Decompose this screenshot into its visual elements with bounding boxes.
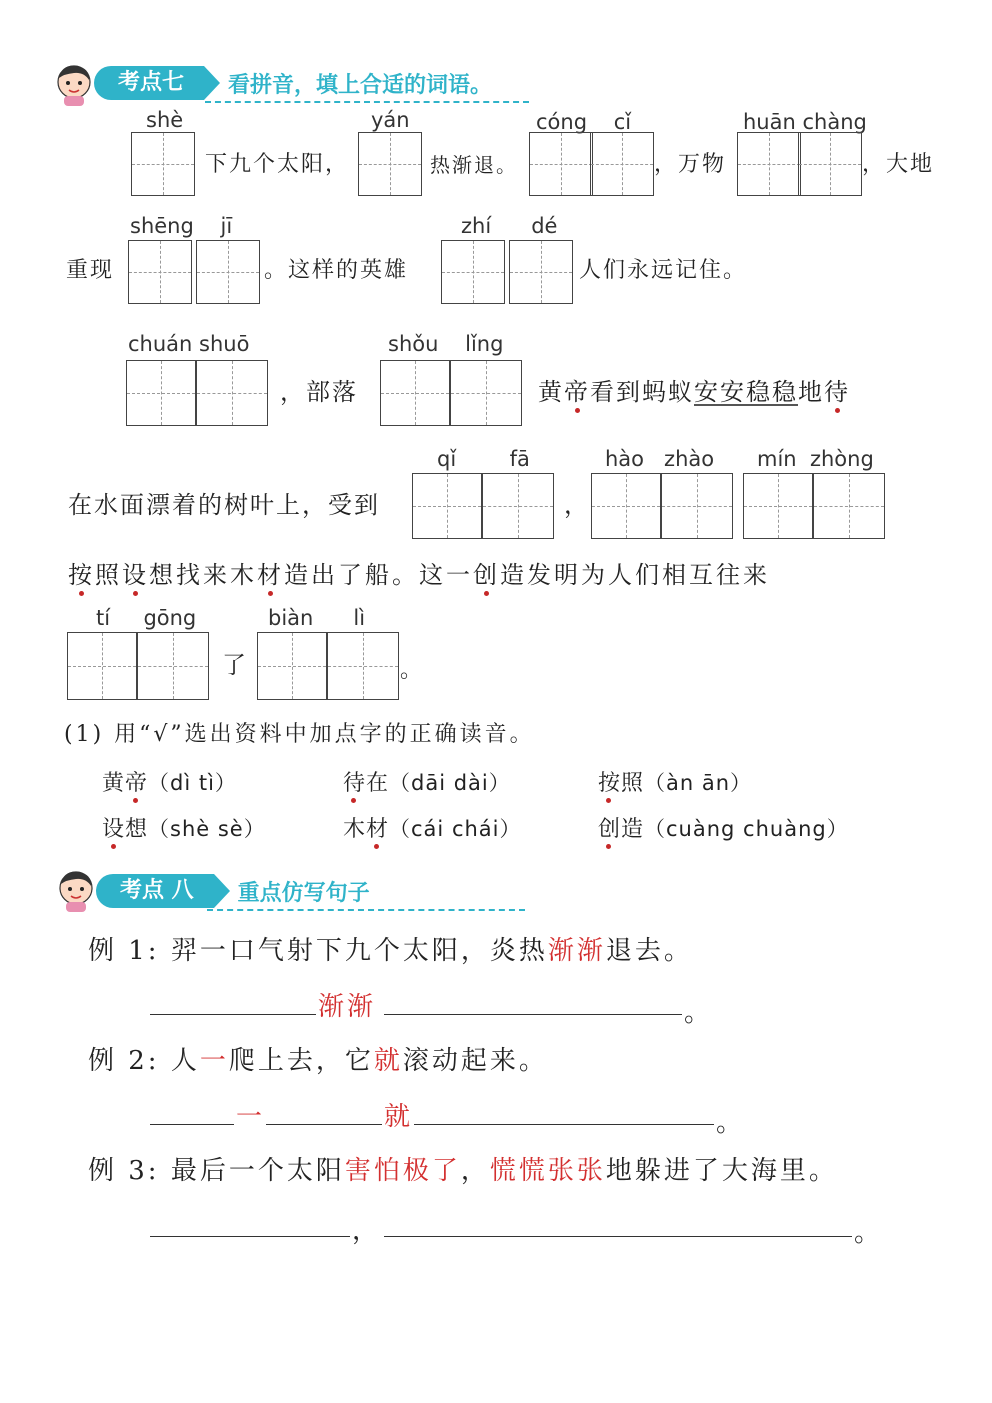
highlight-phrase: 慌慌张张 [489,1156,606,1186]
dot-marker [606,844,611,849]
section7-tag: 考点七 [94,66,204,100]
answer-box[interactable] [358,132,422,196]
answer-box[interactable] [137,632,209,700]
highlight-phrase: 害怕极了 [344,1156,461,1186]
pinyin-haozhao: hào zhào [605,447,715,471]
option-pinyin[interactable]: （cái chái） [389,817,522,841]
answer-box[interactable] [327,632,399,700]
fill-hint: 一 [236,1102,266,1132]
answer-box[interactable] [482,473,554,539]
answer-box[interactable] [743,473,813,539]
text-line5a8: 造发明为人们相互往来 [500,561,770,589]
fill-end: 。 [684,998,714,1028]
answer-box[interactable] [661,473,733,539]
text-line3b3: 看到蚂蚁 [590,378,694,406]
pinyin-congci: cóng cǐ [536,110,632,134]
answer-box[interactable] [591,473,661,539]
example-text: 爬上去，它 [228,1046,374,1076]
fill-blank[interactable] [150,1014,316,1015]
text-line5 [68,560,770,590]
option-pinyin[interactable]: （dāi dài） [389,771,511,795]
answer-box[interactable] [380,360,450,426]
highlight-phrase: 渐渐 [547,936,606,966]
answer-box[interactable] [128,240,192,304]
answer-box[interactable] [509,240,573,304]
text-line5a2: 照 [95,561,122,589]
dotted-char-cai: 材 [257,561,284,589]
child-avatar-icon [54,62,94,106]
fill-blank[interactable] [414,1124,714,1125]
fill-end: 。 [854,1218,884,1248]
pinyin-zhide: zhí dé [461,214,558,238]
option-word: 黄帝 [102,771,149,796]
text-line3b1: 黄 [538,378,564,406]
fill-comma: ， [352,1216,382,1246]
answer-box[interactable] [257,632,327,700]
pinyin-bianli: biàn lì [268,606,366,630]
text-line3b5: 地 [798,378,824,406]
dotted-char-an: 按 [68,561,95,589]
fill-hint: 就 [384,1102,414,1132]
option-word: 木材 [343,817,390,842]
pinyin-chuanshuo: chuán shuō [128,332,250,356]
option-pinyin[interactable]: （dì tì） [148,771,237,795]
answer-box[interactable] [131,132,195,196]
example-text: 退去。 [605,936,693,966]
fill-hint: 渐渐 [318,992,377,1022]
section8-tag: 考点 八 [96,874,214,908]
text-line6b: 。 [400,658,425,683]
answer-box[interactable] [196,240,260,304]
text-line3a: ，部落 [280,378,358,406]
option-word: 按照 [598,771,645,796]
answer-box[interactable] [196,360,268,426]
answer-box[interactable] [126,360,196,426]
option-chuangzao [598,812,849,843]
answer-box[interactable] [737,132,801,196]
pinyin-qifa: qǐ fā [437,447,530,471]
example-label: 例 1: [88,936,160,966]
text-line1c: ，万物 [654,152,727,177]
dotted-char-chuang: 创 [473,561,500,589]
dot-marker [133,798,138,803]
text-line1b: 热渐退。 [430,153,518,177]
option-word: 待在 [343,771,390,796]
pinyin-tigong: tí gōng [96,606,197,630]
pinyin-she: shè [146,108,184,132]
option-word: 设想 [102,817,149,842]
dot-marker [606,798,611,803]
example-text: 最后一个太阳 [170,1156,345,1186]
answer-box[interactable] [529,132,593,196]
text-line3b [538,377,850,407]
example-text: 滚动起来。 [402,1046,548,1076]
answer-box[interactable] [441,240,505,304]
text-line1a: 下九个太阳， [205,152,350,177]
highlight-char: 一 [199,1046,229,1076]
dot-marker [374,844,379,849]
text-line4a: 在水面漂着的树叶上，受到 [68,491,380,519]
pinyin-yan: yán [371,108,410,132]
example-1 [88,930,693,967]
section7-banner [94,66,492,100]
answer-box[interactable] [590,132,654,196]
option-daizai [343,766,511,797]
option-pinyin[interactable]: （shè sè） [148,817,266,841]
option-pinyin[interactable]: （àn ān） [644,771,753,795]
option-mucai [343,812,522,843]
fill-blank[interactable] [150,1124,234,1125]
fill-blank[interactable] [150,1236,350,1237]
fill-end: 。 [716,1108,746,1138]
text-line4b: ， [564,491,590,519]
example-text: 人 [170,1046,200,1076]
dotted-char-di: 帝 [564,378,590,406]
option-huangdi [102,766,237,797]
answer-box[interactable] [450,360,522,426]
text-line5a6: 造出了船。这一 [284,561,473,589]
example-text: ， [460,1156,490,1186]
question-1: (1) 用“√”选出资料中加点字的正确读音。 [64,722,535,747]
pinyin-shouling: shǒu lǐng [388,332,504,356]
option-anzhao [598,766,752,797]
text-line6a: 了 [222,651,248,679]
example-text: 羿一口气射下九个太阳，炎热 [170,936,548,966]
text-line5a4: 想找来木 [149,561,257,589]
highlight-char: 就 [373,1046,403,1076]
answer-box[interactable] [798,132,862,196]
option-pinyin[interactable]: （cuàng chuàng） [644,817,849,841]
pinyin-huanchang: huān chàng [743,110,867,134]
text-line2a: 重现 [66,258,115,283]
fill-blank[interactable] [384,1236,852,1237]
dotted-char-dai: 待 [824,378,850,406]
dotted-char-she: 设 [122,561,149,589]
example-label: 例 2: [88,1046,160,1076]
child-avatar-icon [56,868,96,912]
section7-divider [205,101,529,103]
pinyin-shengji: shēng jī [130,214,233,238]
text-line1d: ，大地 [862,152,935,177]
example-text: 地躲进了大海里。 [605,1156,838,1186]
fill-blank[interactable] [384,1014,682,1015]
text-line2b: 。这样的英雄 [264,258,409,283]
answer-box[interactable] [813,473,885,539]
example-label: 例 3: [88,1156,160,1186]
dot-marker [351,798,356,803]
section7-title: 看拼音，填上合适的词语。 [228,72,493,98]
answer-box[interactable] [67,632,137,700]
option-word: 创造 [598,817,645,842]
option-shexiang [102,812,266,843]
section8-banner [96,874,370,908]
underlined-phrase: 安安稳稳 [694,378,798,406]
section8-divider [207,909,525,911]
pinyin-minzhong: mín zhòng [757,447,874,471]
text-line2c: 人们永远记住。 [579,258,748,283]
example-2 [88,1040,548,1077]
example-3 [88,1150,838,1187]
fill-blank[interactable] [266,1124,382,1125]
dot-marker [111,844,116,849]
section8-title: 重点仿写句子 [237,880,370,906]
answer-box[interactable] [412,473,482,539]
